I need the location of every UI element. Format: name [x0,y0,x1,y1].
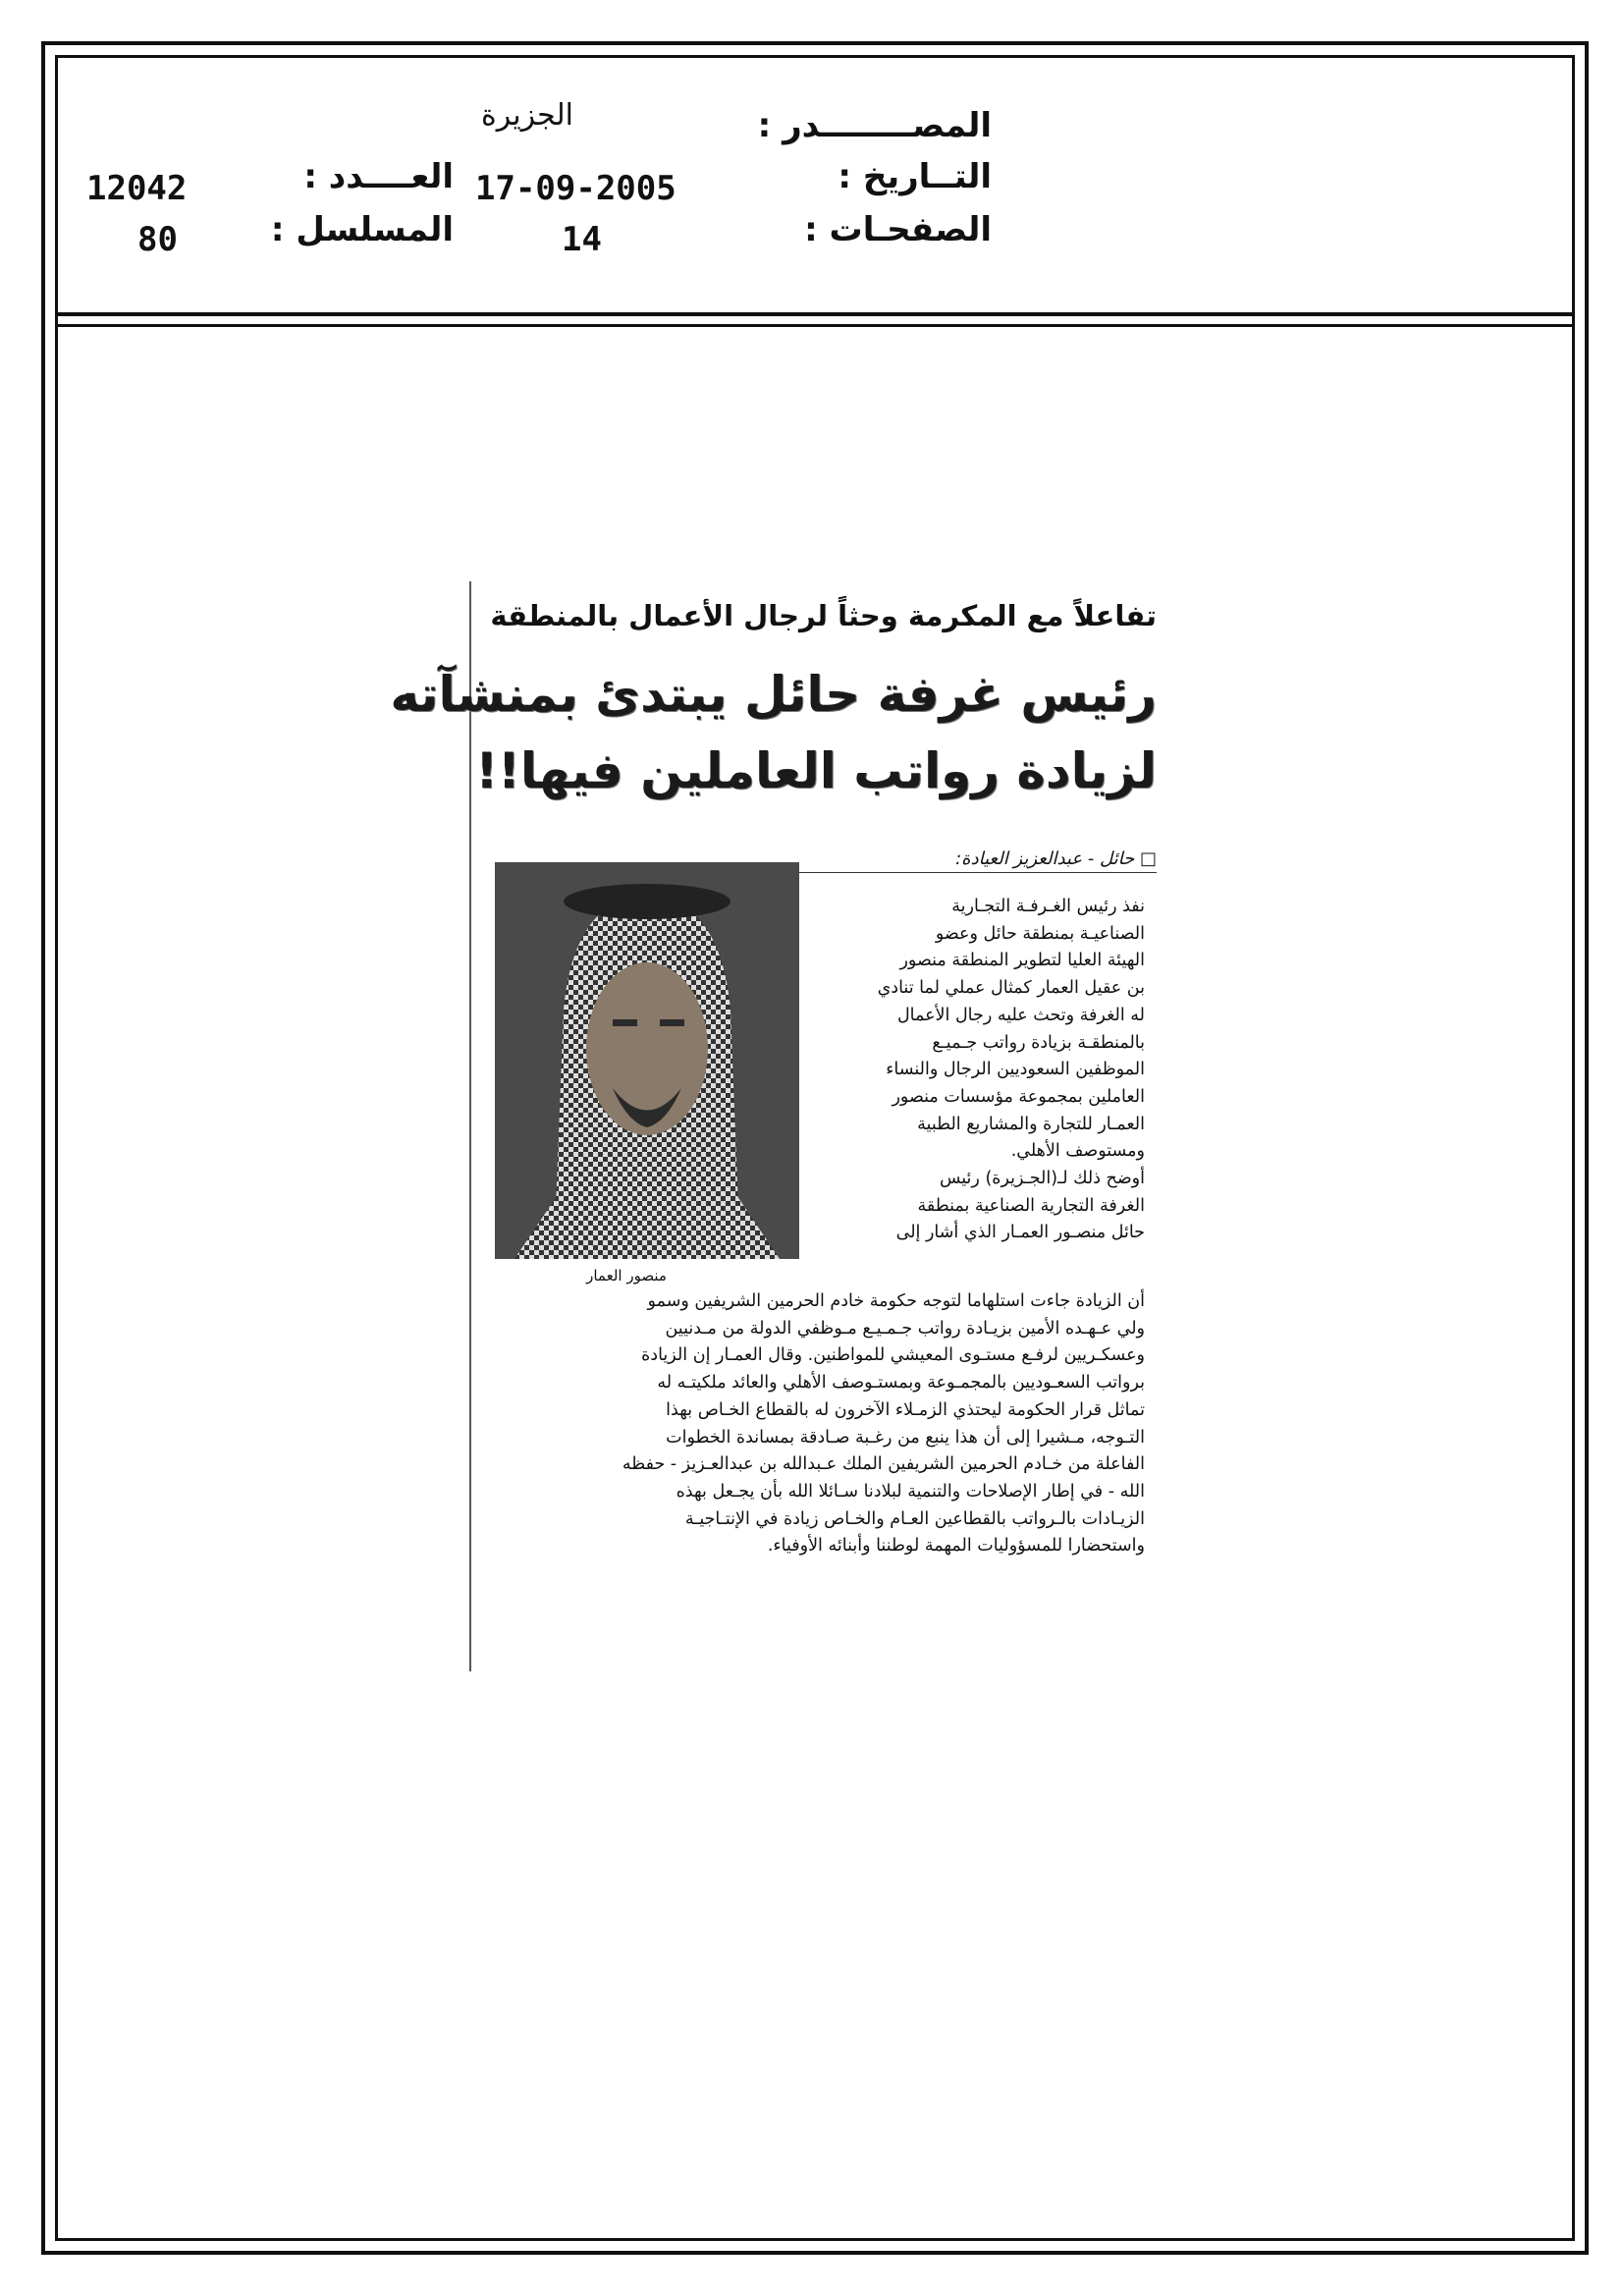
article-line: برواتب السعـوديين بالمجمـوعة وبمستـوصف الأهلي والعائد ملكيتـه له [657,1373,1145,1394]
date-label: التــاريخ : [838,157,992,196]
article-line: ومستوصف الأهلي. [1010,1141,1145,1162]
article-line: أوضح ذلك لـ(الجـزيرة) رئيس [939,1169,1145,1189]
issue-value: 12042 [86,169,188,208]
article-kicker: تفاعلاً مع المكرمة وحثاً لرجال الأعمال بالمنطقة [490,599,1157,632]
article-line: بالمنطقـة بزيادة رواتب جـميـع [932,1032,1145,1053]
article-line: الله - في إطار الإصلاحات والتنمية لبلادنا سـائلا الله بأن يجـعل بهذه [676,1481,1145,1502]
article-line: الغرفة التجارية الصناعية بمنطقة [917,1195,1145,1216]
photo-caption: منصور العمار [586,1267,667,1285]
article-column [809,894,1145,1247]
article-line: وعسكـريين لرفـع مستـوى المعيشي للمواطنين. وقال العمـار إن الزيادة [641,1345,1145,1366]
article-byline: □ حائل - عبدالعزيز العيادة: [784,848,1157,873]
article-line: الفاعلة من خـادم الحرمين الشريفين الملك عـبدالله بن عبدالعـزيز - حفظه [622,1454,1145,1475]
article-line: الزيـادات بالـرواتب بالقطاعين العـام والخـاص زيادة في الإنتـاجيـة [684,1508,1145,1529]
article-line: العمـار للتجارة والمشاريع الطبية [917,1114,1145,1134]
serial-value: 80 [137,220,178,259]
article-line: الهيئة العليا لتطوير المنطقة منصور [899,951,1145,971]
article-line: تماثل قرار الحكومة ليحتذي الزمـلاء الآخرون له بالقطاع الخـاص بهذا [666,1399,1145,1420]
article-line: واستحضارا للمسؤوليات المهمة لوطننا وأبنائه الأوفياء. [767,1536,1145,1557]
article-body-wide [481,1288,1145,1560]
portrait-photo [495,862,799,1259]
article-line: الموظفين السعوديين الرجال والنساء [886,1060,1145,1080]
date-value: 17-09-2005 [475,169,676,208]
article-headline-line2: لزيادة رواتب العاملين فيها!! [475,742,1157,799]
pages-label: الصفحـات : [804,210,992,249]
source-label: المصــــــــدر : [757,106,992,145]
article-line: نفذ رئيس الغـرفـة التجـارية [951,897,1145,916]
header-divider [55,312,1575,316]
article-line: التـوجه، مـشيرا إلى أن هذا ينبع من رغـبة صـادقة بمساندة الخطوات [666,1427,1145,1448]
portrait-image [495,862,799,1259]
article-line: الصناعيـة بمنطقة حائل وعضو [935,923,1145,944]
article-line: له الغرفة وتحث عليه رجال الأعمال [896,1005,1145,1025]
article-line: حائل منصـور العمـار الذي أشار إلى [895,1223,1145,1243]
serial-label: المسلسل : [270,210,454,249]
article-line: بن عقيل العمار كمثال عملي لما تنادي [877,978,1145,999]
article-line: أن الزيادة جاءت استلهاما لتوجه حكومة خادم الحرمين الشريفين وسمو [647,1291,1145,1311]
issue-label: العــــدد : [303,157,454,196]
archive-header [55,55,1575,316]
article-line: ولي عـهـده الأمين بزيـادة رواتب جـمـيـع مـوظفي الدولة من مـدنيين [665,1318,1145,1339]
header-divider-inner [55,324,1575,327]
pages-value: 14 [562,220,602,259]
article-line: العاملين بمجموعة مؤسسات منصور [892,1086,1145,1107]
article-headline-line1: رئيس غرفة حائل يبتدئ بمنشآته [390,666,1157,723]
newspaper-clipping [390,581,1157,1671]
source-value: الجزيرة [480,98,573,133]
